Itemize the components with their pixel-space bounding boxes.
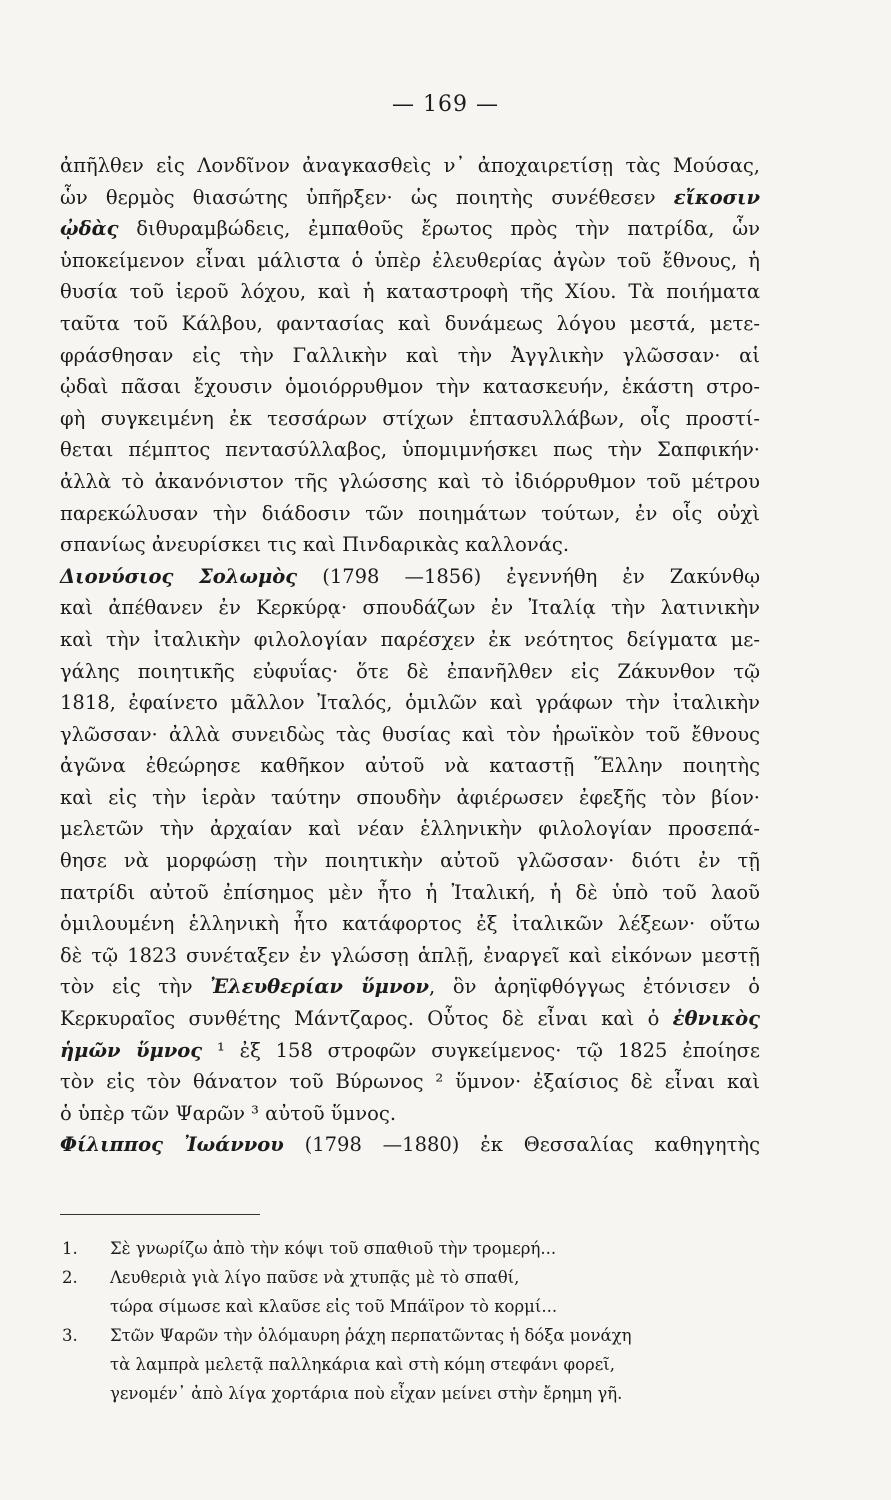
footnote-line (62, 1321, 762, 1350)
text-line (60, 908, 760, 940)
text-line (60, 687, 760, 719)
page-number: — 169 — (392, 92, 499, 117)
text-line (60, 971, 760, 1003)
text-segment: ¹ ἐξ 158 στροφῶν συγκείμενος· τῷ 1825 ἐποίησε (202, 1038, 760, 1062)
emphasis-text: ᾠδὰς (60, 217, 119, 241)
text-line (60, 940, 760, 972)
text-segment: διθυραμβώδεις, ἐμπαθοῦς ἔρωτος πρὸς τὴν πατρίδα, ὧν (118, 217, 760, 241)
text-segment: ὧν θερμὸς θιασώτης ὑπῆρξεν· ὡς ποιητὴς συνέθεσεν (60, 185, 674, 209)
text-segment: ᾠδαὶ πᾶσαι ἔχουσιν ὁμοιόρρυθμον τὴν κατασκευήν, ἑκάστη στρο- (60, 375, 760, 399)
text-line (60, 308, 760, 340)
text-line (60, 877, 760, 909)
text-segment: πατρίδι αὐτοῦ ἐπίσημος μὲν ἦτο ἡ Ἰταλική, ἡ δὲ ὑπὸ τοῦ λαοῦ (60, 880, 760, 904)
text-segment: φράσθησαν εἰς τὴν Γαλλικὴν καὶ τὴν Ἀγγλικὴν γλῶσσαν· αἱ (60, 343, 760, 367)
text-line (60, 182, 760, 214)
text-line (60, 1066, 760, 1098)
text-line (60, 466, 760, 498)
footnote-text: Σὲ γνωρίζω ἀπὸ τὴν κόψι τοῦ σπαθιοῦ τὴν τρομερή... (110, 1239, 557, 1258)
footnote-line (62, 1263, 762, 1292)
text-segment: σπανίως ἀνευρίσκει τις καὶ Πινδαρικὰς καλλονάς. (60, 533, 570, 557)
text-line (60, 245, 760, 277)
text-segment: θησε νὰ μορφώσῃ τὴν ποιητικὴν αὐτοῦ γλῶσσαν· διότι ἐν τῇ (60, 849, 760, 873)
footnote-line (62, 1234, 762, 1263)
text-segment: ἀγῶνα ἐθεώρησε καθῆκον αὐτοῦ νὰ καταστῇ Ἕλλην ποιητὴς (60, 754, 760, 778)
text-segment: ὁ ὑπὲρ τῶν Ψαρῶν ³ αὐτοῦ ὕμνος. (60, 1101, 397, 1125)
text-segment: τὸν εἰς τὴν (60, 975, 211, 999)
text-segment: θυσία τοῦ ἱεροῦ λόχου, καὶ ἡ καταστροφὴ τῆς Χίου. Τὰ ποιήματα (60, 280, 760, 304)
emphasis-text: εἴκοσιν (673, 185, 760, 209)
text-segment: θεται πέμπτος πεντασύλλαβος, ὑπομιμνήσκει πως τὴν Σαπφικήν· (60, 438, 760, 462)
text-segment: καὶ τὴν ἰταλικὴν φιλολογίαν παρέσχεν ἐκ νεότητος δείγματα με- (60, 627, 760, 651)
text-line (60, 340, 760, 372)
text-line (60, 656, 760, 688)
text-line (60, 1129, 760, 1161)
emphasis-text: ἐθνικὸς (672, 1007, 760, 1031)
text-segment: 1818, ἐφαίνετο μᾶλλον Ἰταλός, ὁμιλῶν καὶ γράφων τὴν ἰταλικὴν (60, 691, 760, 715)
text-segment: ἀλλὰ τὸ ἀκανόνιστον τῆς γλώσσης καὶ τὸ ἰδιόρρυθμον τοῦ μέτρου (60, 469, 760, 493)
emphasis-text: ἡμῶν ὕμνος (60, 1038, 203, 1062)
footnote-text: τὰ λαμπρὰ μελετᾷ παλληκάρια καὶ στὴ κόμη στεφάνι φορεῖ, (110, 1355, 615, 1374)
footnote-text: Στῶν Ψαρῶν τὴν ὁλόμαυρη ῥάχη περπατῶντας ἡ δόξα μονάχη (110, 1326, 632, 1345)
text-line (60, 845, 760, 877)
emphasis-text: Ἐλευθερίαν ὕμνον (210, 975, 430, 999)
text-segment: ταῦτα τοῦ Κάλβου, φαντασίας καὶ δυνάμεως λόγου μεστά, μετε- (60, 311, 760, 335)
footnote-line (62, 1350, 762, 1379)
text-line (60, 213, 760, 245)
text-line (60, 592, 760, 624)
text-segment: ἀπῆλθεν εἰς Λονδῖνον ἀναγκασθεὶς ν᾽ ἀποχαιρετίσῃ τὰς Μούσας, (60, 154, 760, 177)
text-segment: καὶ εἰς τὴν ἱερὰν ταύτην σπουδὴν ἀφιέρωσεν ἐφεξῆς τὸν βίον· (60, 785, 760, 809)
text-line (60, 529, 760, 561)
text-line (60, 150, 760, 182)
text-line (60, 624, 760, 656)
text-segment: παρεκώλυσαν τὴν διάδοσιν τῶν ποιημάτων τούτων, ἐν οἷς οὐχὶ (60, 501, 760, 525)
text-line (60, 782, 760, 814)
footnote-line (62, 1379, 762, 1408)
text-line (60, 371, 760, 403)
footnote-text: τώρα σίμωσε καὶ κλαῦσε εἰς τοῦ Μπάϊρον τὸ κορμί... (110, 1297, 558, 1316)
body-text (60, 150, 760, 1161)
text-segment: γάλης ποιητικῆς εὐφυΐας· ὅτε δὲ ἐπανῆλθεν εἰς Ζάκυνθον τῷ (60, 659, 760, 683)
footnote-divider (60, 1214, 260, 1215)
text-line (60, 719, 760, 751)
emphasis-text: Διονύσιος Σολωμὸς (60, 564, 298, 588)
text-segment: μελετῶν τὴν ἀρχαίαν καὶ νέαν ἑλληνικὴν φιλολογίαν προσεπά- (60, 817, 760, 841)
text-line (60, 1098, 760, 1130)
text-segment: φὴ συγκειμένη ἐκ τεσσάρων στίχων ἑπτασυλλάβων, οἷς προστί- (60, 406, 760, 430)
footnotes (62, 1234, 762, 1408)
footnote-number: 2. (62, 1268, 78, 1287)
text-segment: καὶ ἀπέθανεν ἐν Κερκύρᾳ· σπουδάζων ἐν Ἰταλίᾳ τὴν λατινικὴν (60, 596, 760, 620)
text-line (60, 276, 760, 308)
text-line (60, 434, 760, 466)
emphasis-text: Φίλιππος Ἰωάννου (60, 1133, 284, 1157)
text-line (60, 750, 760, 782)
text-line (60, 403, 760, 435)
text-segment: (1798 —1880) ἐκ Θεσσαλίας καθηγητὴς (283, 1133, 761, 1157)
text-line (60, 1003, 760, 1035)
text-segment: ὁμιλουμένη ἑλληνικὴ ἦτο κατάφορτος ἐξ ἰταλικῶν λέξεων· οὕτω (60, 912, 760, 936)
text-segment: δὲ τῷ 1823 συνέταξεν ἐν γλώσσῃ ἁπλῇ, ἐναργεῖ καὶ εἰκόνων μεστῇ (60, 943, 760, 967)
footnote-number: 1. (62, 1239, 78, 1258)
text-line (60, 561, 760, 593)
text-line (60, 1035, 760, 1067)
text-segment: (1798 —1856) ἐγεννήθη ἐν Ζακύνθῳ (297, 564, 760, 588)
footnote-text: Λευθεριὰ γιὰ λίγο παῦσε νὰ χτυπᾷς μὲ τὸ σπαθί, (110, 1268, 520, 1287)
text-segment: τὸν εἰς τὸν θάνατον τοῦ Βύρωνος ² ὕμνον· ἐξαίσιος δὲ εἶναι καὶ (60, 1070, 760, 1094)
text-line (60, 498, 760, 530)
text-segment: Κερκυραῖος συνθέτης Μάντζαρος. Οὗτος δὲ εἶναι καὶ ὁ (60, 1007, 673, 1031)
footnote-text: γενομέν᾽ ἀπὸ λίγα χορτάρια ποὺ εἶχαν μείνει στὴν ἔρημη γῆ. (110, 1384, 623, 1403)
text-segment: ὑποκείμενον εἶναι μάλιστα ὁ ὑπὲρ ἐλευθερίας ἀγὼν τοῦ ἔθνους, ἡ (60, 248, 760, 272)
text-line (60, 813, 760, 845)
text-segment: , ὃν ἀρηϊφθόγγως ἐτόνισεν ὁ (429, 975, 760, 999)
footnote-number: 3. (62, 1326, 78, 1345)
text-segment: γλῶσσαν· ἀλλὰ συνειδὼς τὰς θυσίας καὶ τὸν ἡρωϊκὸν τοῦ ἔθνους (60, 722, 760, 746)
footnote-line (62, 1292, 762, 1321)
